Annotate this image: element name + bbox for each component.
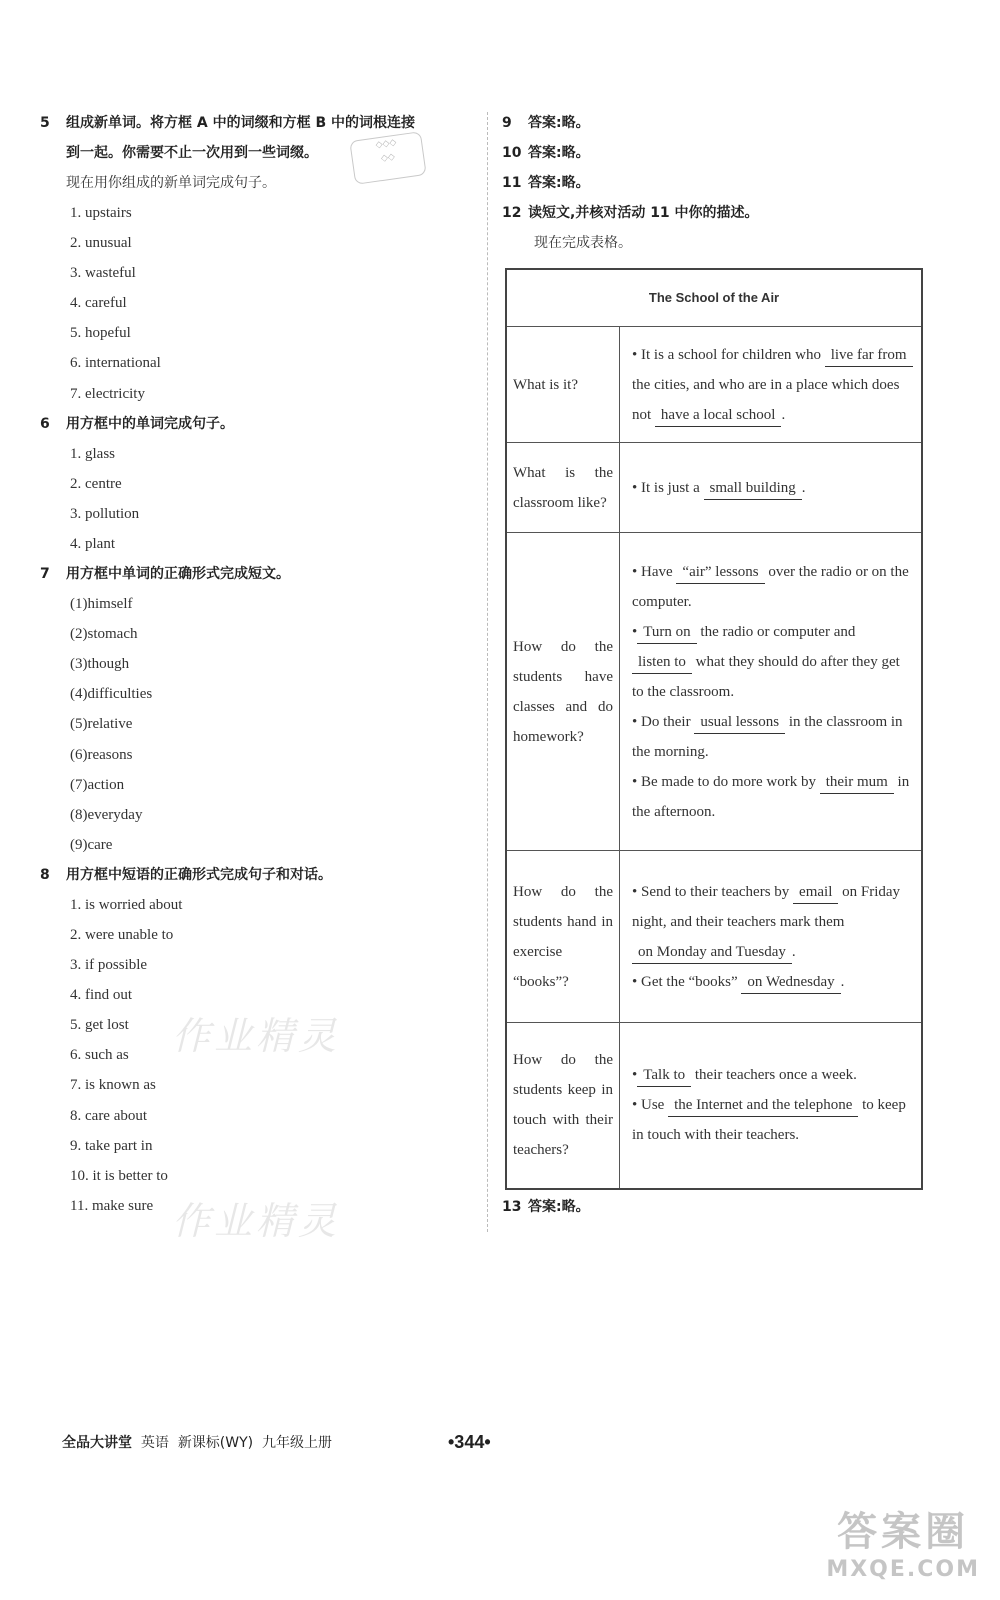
table-answer: [620, 533, 923, 851]
question-6: [40, 409, 480, 439]
answer-item: 3. wasteful: [70, 265, 136, 282]
answer-line: • Turn on the radio or computer and listen to what they should do after they get to the classroom.: [632, 617, 915, 707]
filled-blank: usual lessons: [694, 711, 785, 734]
answer-11: [502, 168, 942, 198]
footer-brand: 全品大讲堂: [62, 1435, 132, 1451]
answer-item: 5. get lost: [70, 1017, 129, 1034]
site-logo-watermark: [826, 1500, 980, 1582]
question-5-answers: [40, 198, 480, 409]
filled-blank: Turn on: [637, 621, 696, 644]
answer-13: [502, 1192, 590, 1222]
footer-edition: 新课标(WY): [177, 1435, 254, 1451]
question-12-instruction: 现在完成表格。: [534, 235, 632, 251]
table-row: [506, 851, 922, 1023]
answer-item: (2)stomach: [70, 626, 138, 643]
answer-text: what they should do after they get to the classroom.: [632, 653, 900, 700]
answer-item: (9)care: [70, 836, 113, 853]
answer-text: 答案:略。: [528, 145, 590, 161]
question-number: 11: [502, 175, 522, 191]
filled-blank: on Monday and Tuesday: [632, 941, 792, 964]
answer-item: 7. is known as: [70, 1077, 156, 1094]
question-6-answers: [40, 439, 480, 559]
answer-text: on Friday night, and their teachers mark them: [632, 883, 901, 930]
question-title: 用方框中单词的正确形式完成短文。: [66, 566, 290, 583]
question-title: 用方框中短语的正确形式完成句子和对话。: [66, 866, 332, 883]
question-number: 7: [40, 566, 50, 583]
footer-grade: 九年级上册: [262, 1435, 333, 1451]
answer-item: 1. upstairs: [70, 205, 132, 221]
answer-text: 答案:略。: [528, 115, 590, 131]
answer-item: (8)everyday: [70, 806, 143, 823]
answer-text: • Be made to do more work by: [632, 773, 816, 790]
answer-text: .: [801, 479, 806, 496]
answer-item: (1)himself: [70, 596, 133, 613]
question-7-answers: [40, 589, 480, 860]
logo-text: 答案圈: [837, 1509, 970, 1555]
filled-blank: “air” lessons: [676, 561, 764, 584]
answer-item: 4. plant: [70, 535, 115, 552]
answer-item: 2. centre: [70, 475, 122, 492]
answer-line: [632, 767, 915, 827]
answer-text: • Get the “books”: [632, 973, 738, 990]
stamp-watermark: ◇◇◇ ◇◇: [349, 131, 426, 185]
answer-text: .: [781, 406, 786, 423]
question-number: 5: [40, 115, 50, 131]
answer-10: [502, 138, 942, 168]
table-question: What is the classroom like?: [506, 443, 620, 533]
question-8: [40, 860, 480, 890]
table-question: How do the students keep in touch with their teachers?: [506, 1023, 620, 1189]
table-row: [506, 327, 922, 443]
question-number: 8: [40, 866, 50, 883]
watermark-text: 作业精灵: [172, 1199, 341, 1243]
column-divider: [487, 112, 488, 1232]
school-of-the-air-table: [505, 268, 923, 1190]
question-number: 9: [502, 115, 512, 131]
answer-item: (5)relative: [70, 716, 133, 733]
answer-text: over the radio or on the computer.: [632, 563, 909, 610]
filled-blank: email: [793, 881, 838, 904]
answer-text: .: [791, 943, 796, 960]
question-5-line2: 到一起。你需要不止一次用到一些词缀。: [66, 145, 318, 161]
answer-item: 9. take part in: [70, 1137, 153, 1154]
answer-item: 6. international: [70, 355, 161, 372]
table-question: How do the students hand in exercise “books”?: [506, 851, 620, 1023]
answer-text: • Have: [632, 563, 673, 580]
filled-blank: small building: [704, 477, 802, 500]
answer-item: 10. it is better to: [70, 1167, 168, 1184]
question-number: 12: [502, 205, 522, 221]
answer-item: 2. unusual: [70, 235, 132, 252]
logo-url: MXQE.COM: [826, 1557, 980, 1582]
question-number: 6: [40, 415, 50, 432]
filled-blank: the Internet and the telephone: [668, 1094, 858, 1117]
answer-text: in the afternoon.: [632, 773, 910, 820]
answer-item: (4)difficulties: [70, 686, 153, 703]
answer-text: their teachers once a week.: [694, 1067, 857, 1084]
table-row: [506, 533, 922, 851]
answer-item: 4. careful: [70, 295, 127, 312]
answer-item: (3)though: [70, 656, 130, 673]
footer-subject: 英语: [140, 1435, 169, 1451]
answer-item: 7. electricity: [70, 385, 145, 402]
answer-text: in the classroom in the morning.: [632, 713, 903, 760]
answer-line: • Talk to their teachers once a week.: [632, 1060, 915, 1090]
table-title-row: [506, 269, 922, 327]
table-row: [506, 1023, 922, 1189]
answer-text: • Send to their teachers by: [632, 883, 790, 900]
question-title: 组成新单词。将方框 A 中的词缀和方框 B 中的词根连接: [66, 115, 416, 131]
filled-blank: Talk to: [637, 1064, 691, 1087]
answer-item: 3. pollution: [70, 505, 140, 522]
answer-line: [632, 967, 915, 997]
answer-text: 答案:略。: [528, 175, 590, 191]
answer-line: [632, 557, 915, 617]
answer-text: • It is just a: [632, 479, 700, 496]
answer-item: 1. glass: [70, 445, 115, 462]
answer-text: the cities, and who are in a place which does not: [632, 376, 900, 423]
filled-blank: their mum: [820, 771, 894, 794]
answer-item: 8. care about: [70, 1107, 148, 1124]
answer-item: (7)action: [70, 776, 125, 793]
filled-blank: live far from: [825, 344, 913, 367]
answer-line: [632, 707, 915, 767]
answer-text: 答案:略。: [528, 1199, 590, 1215]
answer-item: (6)reasons: [70, 746, 133, 763]
answer-text: • Do their: [632, 713, 691, 730]
question-title: 读短文,并核对活动 11 中你的描述。: [528, 205, 759, 221]
question-12: [502, 198, 942, 228]
answer-line: [632, 877, 915, 967]
answer-item: 5. hopeful: [70, 325, 131, 342]
answer-text: • Use: [632, 1097, 665, 1114]
answer-text: • It is a school for children who: [632, 346, 821, 363]
table-title: The School of the Air: [506, 269, 922, 327]
answer-item: 6. such as: [70, 1047, 129, 1064]
table-answer: [620, 1023, 923, 1189]
filled-blank: listen to: [632, 651, 692, 674]
watermark-text: 作业精灵: [172, 1014, 341, 1058]
right-column: [502, 108, 942, 258]
question-number: 13: [502, 1199, 522, 1215]
answer-item: 2. were unable to: [70, 926, 174, 943]
table-answer: [620, 327, 923, 443]
answer-item: 11. make sure: [70, 1197, 154, 1214]
answer-text: to keep in touch with their teachers.: [632, 1097, 906, 1144]
table-answer: [620, 443, 923, 533]
question-number: 10: [502, 145, 522, 161]
filled-blank: have a local school: [655, 404, 782, 427]
table-answer: [620, 851, 923, 1023]
answer-text: the radio or computer and: [700, 623, 856, 640]
table-question: What is it?: [506, 327, 620, 443]
answer-text: .: [840, 973, 845, 990]
answer-item: 4. find out: [70, 987, 133, 1004]
filled-blank: on Wednesday: [741, 971, 840, 994]
answer-item: 3. if possible: [70, 957, 148, 974]
answer-item: 1. is worried about: [70, 896, 183, 913]
page-number: •344•: [448, 1432, 491, 1452]
answer-line: [632, 1090, 915, 1150]
question-7: [40, 559, 480, 589]
table-question: How do the students have classes and do homework?: [506, 533, 620, 851]
footer: [62, 1432, 332, 1452]
question-5-instruction: 现在用你组成的新单词完成句子。: [66, 175, 276, 191]
table-row: [506, 443, 922, 533]
answer-9: [502, 108, 942, 138]
question-5: [40, 108, 480, 138]
question-title: 用方框中的单词完成句子。: [66, 415, 234, 432]
